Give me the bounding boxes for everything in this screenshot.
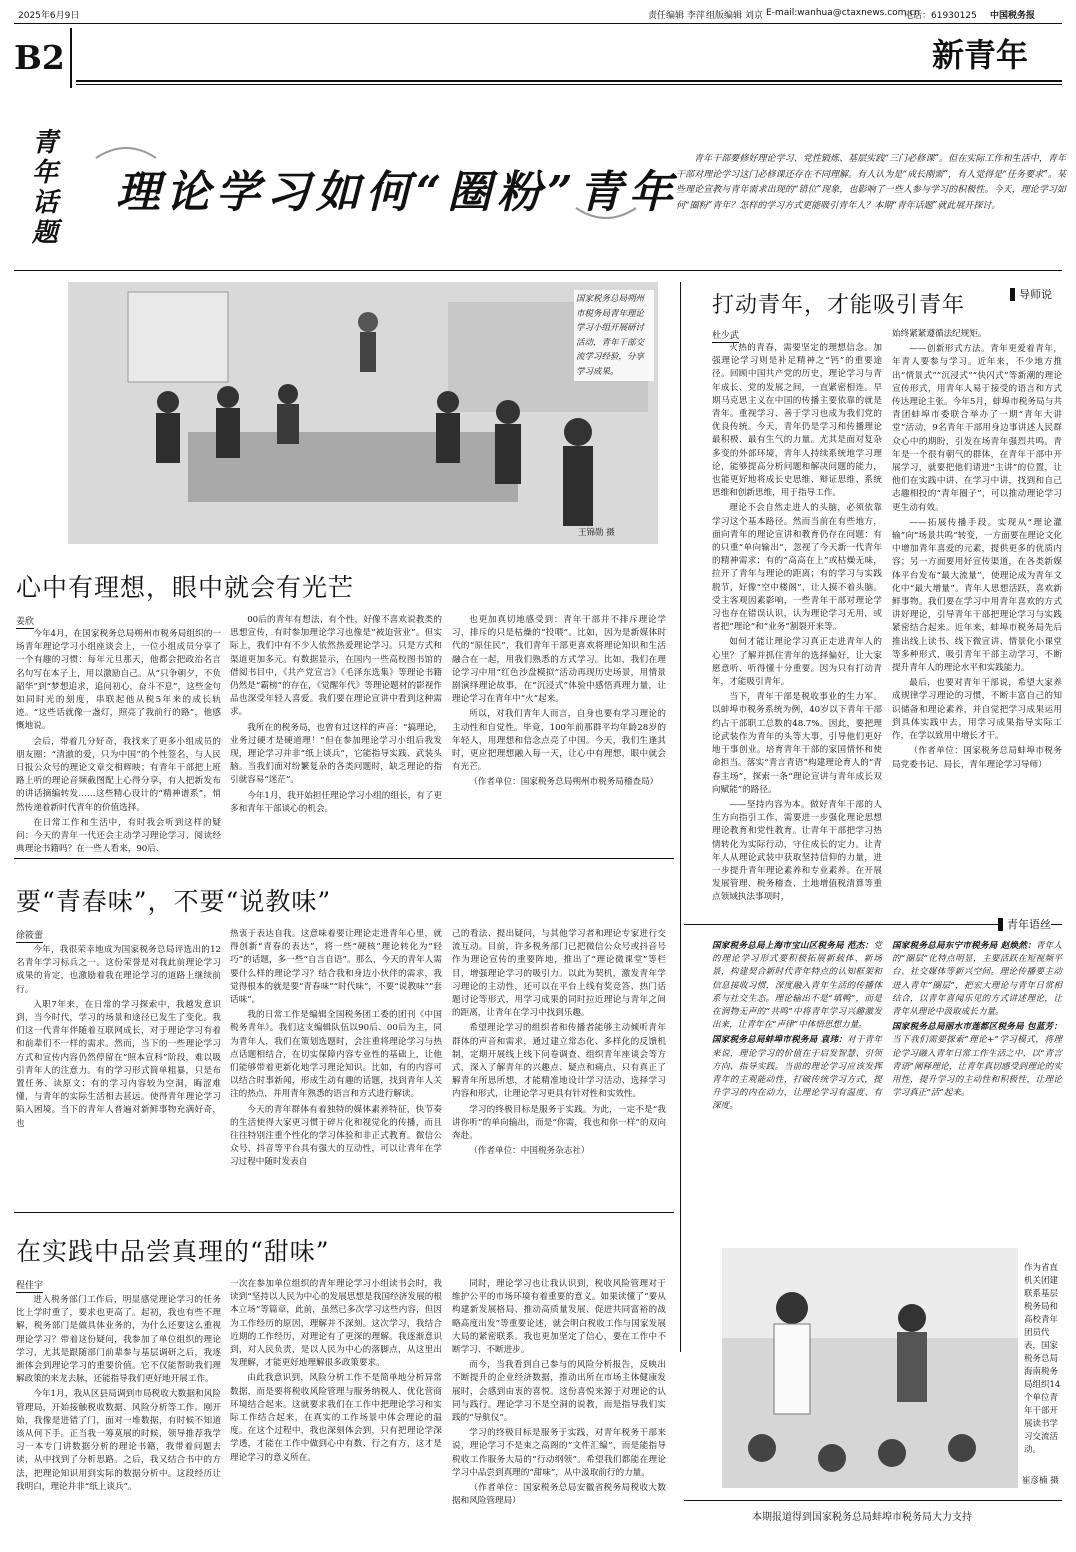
- voice-author: 国家税务总局上海市宝山区税务局 范杰：: [712, 941, 874, 951]
- page-number-box: [14, 28, 72, 88]
- photo2-caption: 作为省直机关团建联系基层税务局和高校青年团员代表，国家税务总局海南税务局组织14个单位青年干部开展读书学习交流活动。: [1024, 1263, 1061, 1455]
- article3-col2: 一次在参加单位组织的青年理论学习小组读书会时，我读到“坚持以人民为中心的发展思想是我国经济发展的根本立场”等篇章，此前，虽然已多次学习这些内容，但因为工作经历的原因，理解并不深刻。这次学习，我结合近期的工作经历，对理论有了更深的理解。我逐渐意识到，对人民负责，是以人民为中心的落脚点，从这里出发理解，才能更好地理解很多政策要求。 由此我意识到，风险分析工作不是简单地分析异常数据，而是要将税收风险管理与服务纳税人、优化营商环境结合起来。这就要求我们在工作中把理论学习和实际工作结合起来，在真实的工作场景中体会理论的温度。在这个过程中，我也深刻体会到，只有把理论学深学透，才能在工作中做到心中有数、行之有方，这才是理论学习的意义所在。: [230, 1279, 442, 1463]
- editor-credit: 责任编辑 李萍: [648, 11, 705, 21]
- voices-col1: 国家税务总局上海市宝山区税务局 范杰：党的理论学习形式要积极拓展新载体、新场景，构建契合新时代青年特点的认知框架和信息接收习惯，深度融入青年生活的传播体系与社交生态。理论输出不是“填鸭”，而是在润物无声的“共鸣”中将青年学习兴趣激发出来，让青年在“声律”中体悟思想力量。 国家税务总局蚌埠市税务局 袁玮：对于青年来说，理论学习的价值在于启发智慧、引领方向、指导实践。当前的理论学习应该发挥青年的主观能动性，打破传统学习方式，提升学习的内在动力，让理论学习有温度、有深度。: [712, 941, 882, 1112]
- newspaper-name: 中国税务报: [990, 11, 1036, 21]
- article1-col3: 也更加真切地感受到：青年干部并不排斥理论学习，排斥的只是枯燥的“投喂”。比如，因为是新媒体时代的“原住民”，我们青年干部更喜欢将理论知识和生活融合在一起，用我们熟悉的方式学习。比如，我们在理论学习中用“红色沙盘模拟”活动再现历史场景，用情景剧演绎理论故事，在“沉浸式”体验中感悟真理力量，让理论学习在青年中“火”起来。 所以，对我们青年人而言，自身也要有学习理论的主动性和自觉性。毕竟，100年前那群平均年龄28岁的年轻人，用理想和信念点亮了中国。今天，我们生逢其时，更应把理想融入每一天，让心中有理想，眼中就会有光芒。 （作者单位：国家税务总局朔州市税务局稽查局）: [452, 615, 666, 788]
- voices-tag: 青年语丝: [998, 918, 1051, 931]
- banner-intro: 青年干部要修好理论学习、党性锻炼、基层实践“三门必修课”。但在实际工作和生活中，青年干部对理论学习这门必修课还存在不同理解。有人认为是“成长刚需”，有人觉得是“任务要求”。某些理论宣教与青年需求出现的“错位”现象，也影响了一些人参与学习的积极性。今天，理论学习如何“圈粉”青年？怎样的学习方式更能吸引青年人？本期“青年话题”就此展开探讨。: [676, 154, 1066, 211]
- section-title: 新青年: [932, 36, 1029, 74]
- column-badge: 青年话题: [32, 128, 59, 248]
- guide-tag: 导师说: [1010, 288, 1052, 301]
- article3-col3: 同时，理论学习也让我认识到，税收风险管理对于维护公平的市场环境有着重要的意义。如果读懂了“要从构建新发展格局、推动高质量发展、促进共同富裕的战略高度出发”等重要论述，就会明白税收工作与国家发展大局的紧密联系。我也更加坚定了信心，要在工作中不断学习、不断进步。 而今，当我看到自己参与的风险分析报告，反映出不断提升的企业经济数据，推动出所在市场主体健康发展时，会感到由衷的喜悦。这份喜悦来源于对理论的认同与践行。理论学习不是空洞的说教，而是指导我们实践的“导航仪”。 学习的终极目标是服务于实践，对青年税务干部来说，理论学习不是束之高阁的“文件汇编”，而是能指导税收工作服务大局的“行动纲领”。希望我们都能在理论学习中品尝到真理的“甜味”，从中汲取前行的力量。 （作者单位：国家税务总局安徽省税务局税收大数据和风险管理局）: [452, 1279, 666, 1507]
- banner-title-box: [86, 128, 679, 240]
- banner-title: 理论学习如何“圈粉”青年: [116, 167, 679, 218]
- page-number: B2: [14, 38, 65, 77]
- designer-credit: 组版编辑 刘京: [706, 11, 763, 21]
- photo2-credit: 崔彦楠 摄: [1022, 1476, 1059, 1486]
- article2-byline: 徐筱蕾: [16, 928, 43, 943]
- article1-byline: 姜欣: [16, 614, 34, 629]
- contact-email: E-mail:wanhua@ctaxnews.com.cn: [766, 8, 920, 18]
- reading-exchange-photo: [722, 1248, 1018, 1488]
- article3-col1: 进入税务部门工作后，明显感觉理论学习的任务比上学时重了，要求也更高了。起初，我也有些不理解，税务部门是做具体业务的，为什么还要这么重视理论学习？带着这份疑问，我参加了单位组织的理论学习，尤其是跟随部门前辈参与基层调研之后，我逐渐体会到理论学习的重要价值。它不仅能帮助我们理解政策的来龙去脉，还能指导我们更好地开展工作。 今年1月，我从区县局调到市局税收大数据和风险管理局，开始接触税收数据、风险分析等工作。刚开始，我像是进错了门，面对一堆数据，有时候不知道该从何下手。正当我一筹莫展的时候，领导推荐我学习一本专门讲数据分析的理论书籍，我带着问题去读，从中找到了分析思路。之后，我又结合书中的方法，把理论知识用到实际的数据分析中。这段经历让我明白，理论并非“纸上谈兵”。: [16, 1295, 221, 1492]
- article3-headline: 在实践中品尝真理的“甜味”: [16, 1237, 330, 1266]
- guide-col1: 火热的青春，需要坚定的理想信念。加强理论学习则是补足精神之“钙”的重要途径。回顾中国共产党的历史，理论学习与青年成长、党的发展之间，一直紧密相连。早期马克思主义在中国的传播主要依靠的就是青年。重视学习、善于学习也成为我们党的优良传统。今天，青年仍是学习和传播理论最积极、最有生气的力量。尤其是面对复杂多变的外部环境，青年人持续系统地学习理论，能够提高分析问题和解决问题的能力，也能更好地将成长史思维、辩证思维、系统思维和创新思维，用于指导工作。 理论不会自然走进人的头脑，必须依靠学习这个基本路径。然而当前在有些地方，面向青年的理论宣讲和教育仍存在问题：有的只重“单向输出”，忽视了今天新一代青年的精神需求；有的“高高在上”或枯燥无味，拉开了青年与理论的距离；有的学习与实践脱节，好像“空中楼阁”，让人摸不着头脑。受主客观因素影响，一些青年干部对理论学习也存在错误认识，认为理论学习无用，或者把“理论”和“业务”割裂开来等。 如何才能让理论学习真正走进青年人的心里？了解并抓住青年的选择偏好，让大家愿意听、听得懂十分重要。因为只有打动青年，才能吸引青年。 当下，青年干部是税收事业的生力军。以蚌埠市税务系统为例，40岁以下青年干部约占干部职工总数的48.7%。因此，要把理论武装作为青年的头等大事，引导他们更好地干事创业。培育青年干部的家国情怀和使命担当。落实“青言青语”构建理论育人的“青春主场”，探索一条“理论宣讲与青年成长双向赋能”的路径。 ——坚持内容为本。做好青年干部的人生方向指引工作，需要进一步强化理论思想理论教育和党性教育。让青年干部把学习热情转化为实际行动，守住成长的定力。让青年人从理论武装中获取坚持信仰的力量，进一步提升青年理论素养和专业素养。在开展发展管理、税务稽查、土地增值税清算等重点领域执法事项时，: [712, 343, 882, 903]
- article1-headline: 心中有理想，眼中就会有光芒: [16, 573, 355, 602]
- voice-author: 国家税务总局丽水市莲都区税务局 包蓝芳：: [892, 1022, 1062, 1033]
- voice-author: 国家税务总局东宁市税务局 赵焕然：: [892, 941, 1036, 951]
- article1-col1: 今年4月，在国家税务总局朔州市税务局组织的一场青年理论学习小组座谈会上，一位小组成员分享了一个有趣的习惯：每年元旦那天，他都会把政治名言名句写在本子上，用以激励自己。从“只争朝夕，不负韶华”到“梦想追求，追问初心，奋斗不息”，这些金句如同时光的刻度，串联起他从税5年来的成长轨迹。“这些话就像一盏灯，照亮了我前行的路”，他感慨地说。 会后，带着几分好奇，我找来了更多小组成员的朋友圈：“清澈的爱，只为中国”的个性签名，与人民日报公众号的理论文章交相辉映；有青年干部把上班路上听的理论音频截图配上心得分享，有人把新发布的讲话摘编转发……这些精心设计的“精神谱系”，悄然传递着新时代青年的价值选择。 在日常工作和生活中，有时我会听到这样的疑问：今天的青年一代还会主动学习理论学习、阅读经典理论书籍吗？在一些人看来，90后、: [16, 629, 221, 855]
- article2-col1: 今年，我很荣幸地成为国家税务总局评选出的12名青年学习标兵之一。这份荣誉是对我此前理论学习成果的肯定，也激励着我在理论学习的道路上继续前行。 入职7年来，在日常的学习探索中，我越发意识到，当今时代，学习的场景和途径已发生了变化。我们这一代青年伴随着互联网成长，对于理论学习有着和前辈们不一样的需求。然而，当下的一些理论学习方式和宣传内容仍然停留在“照本宣科”阶段，难以吸引青年人的注意力。有的学习形式简单粗暴，只是布置任务、读原文；有的学习内容较为空洞，晦涩难懂，与青年的实际生活相去甚远。使得青年理论学习陷入困境。当下的青年人普遍对新鲜事物充满好奇，也: [16, 945, 221, 1129]
- photo-scene: [68, 282, 658, 544]
- guide-byline: 杜少武: [712, 328, 739, 343]
- guide-col2: 始终紧紧遵循法纪规矩。 ——创新形式方法。青年更爱着青年，年青人要参与学习。近年来，不少地方推出“情景式”“沉浸式”“快闪式”等新潮的理论宣传形式，用青年人易于接受的语言和方式传达理论主张。今年5月，蚌埠市税务局与共青团蚌埠市委联合举办了一期“青年大讲堂”活动，9名青年干部用身边事讲述人民群众心中的期盼，引发在场青年强烈共鸣。青年是一个很有朝气的群体，在青年干部中开展学习，就要把他们请进“主讲”的位置，让他们在实践中讲、在学习中讲，找到和自己志趣相投的“青年圈子”，可以推动理论学习更生动有效。 ——拓展传播手段。实现从“理论灌输”向“场景共鸣”转变，一方面要在理论文化中增加青年喜爱的元素，提供更多的优质内容；另一方面要用好宣传渠道，在各类新媒体平台发布“最大流量”，使理论成为青年文化中“最大增量”。青年人思想活跃，喜欢新鲜事物。我们要在学习中用青年喜欢的方式讲好理论，引导青年干部把理论学习与实践紧密结合起来。近年来，蚌埠市税务局先后推出线上读书、线下微宣讲、情景化小课堂等多种形式，吸引青年干部主动学习，不断提升青年人的理论水平和实践能力。 最后，也要对青年干部说，希望大家养成规律学习理论的习惯，不断丰富自己的知识储备和理论素养，并自觉把学习成果运用到具体实践中去，用学习成果指导实际工作，在学以致用中增长才干。 （作者单位：国家税务总局蚌埠市税务局党委书记、局长，青年理论学习导师）: [892, 329, 1062, 770]
- guide-headline: 打动青年，才能吸引青年: [712, 293, 966, 318]
- article2-col2: 热衷于表达自我。这意味着要让理论走进青年心里，就得创新“青春的表达”，将一些“硬核”理论转化为“轻巧”的话题，多一些“自言自语”。那么，今天的青年人需要什么样的理论学习？结合我和身边小伙伴的需求，我觉得根本的就是要“青春味”“时代味”，不要“说教味”“套话味”。 我的日常工作是编辑全国税务团工委的团刊《中国税务青年》。我们这支编辑队伍以90后、00后为主，同为青年人，我们在策划选题时，会注重将理论学习与热点话题相结合，在切实保障内容专业性的基础上，让他们能够带着更新化地学习理论知识。比如，有的内容可以结合时事新闻，形成生动有趣的话题，找到青年人关注的热点，并用青年熟悉的语言和方式进行解读。 今天的青年群体有着独特的媒体素养特征，快节奏的生活使得大家更习惯于碎片化和视觉化的传播，而且往往特别注重个性化的学习体验和非正式教育。微信公众号、抖音等平台具有强大的互动性，可以让青年在学习过程中随时发表自: [230, 929, 442, 1168]
- article3-byline: 程佳宇: [16, 1278, 43, 1293]
- issue-date: 2025年6月9日: [18, 11, 80, 21]
- article1-col2: 00后的青年有想法、有个性，好像不喜欢说教类的思想宣传，有时参加理论学习也像是“被迫营业”。但实际上，我们中有不少人依然热爱理论学习。只是方式和渠道更加多元。有数据显示，在国内一些高校图书馆的借阅书目中，《共产党宣言》《毛泽东选集》等理论书籍仍然是“霸榜”的存在，《觉醒年代》等理论题材的影视作品也深受年轻人喜爱。我们要在理论宣讲中看到这种需求。 我所在的税务局，也曾有过这样的声音：“搞理论，业务过硬才是硬道理！”但在参加理论学习小组后我发现，理论学习并非“纸上谈兵”，它能指导实践、武装头脑。当我们面对纷繁复杂的各类问题时，缺乏理论的指引就容易“迷茫”。 今年1月，我开始担任理论学习小组的组长，有了更多和青年干部谈心的机会。: [230, 615, 442, 814]
- photo1-credit: 王锦勋 摄: [578, 528, 615, 538]
- article2-col3: 己的看法、提出疑问，与其他学习者和理论专家进行交流互动。目前，许多税务部门已把微信公众号或抖音号作为理论宣传的重要阵地，推出了“理论微课堂”等栏目，增强理论学习的吸引力。以此为契机，激发青年学习理论的主动性，还可以在平台上线有奖竞答、热门话题讨论等形式，用学习成果的同时拉近理论与青年之间的距离，让青年在学习中找到乐趣。 希望理论学习的组织者和传播者能够主动倾听青年群体的声音和需求，通过建立常态化、多样化的反馈机制，定期开展线上线下问卷调查、组织青年座谈会等方式，深入了解青年的兴趣点、疑点和痛点，只有真正了解青年所思所想，才能精准地设计学习活动、选择学习内容和形式，让理论学习更具有针对性和实效性。 学习的终极目标是服务于实践。为此，一定不是“我讲你听”的单向输出，而是“你需，我也和你一样”的双向奔赴。 （作者单位：中国税务杂志社）: [452, 929, 666, 1157]
- voice-author: 国家税务总局蚌埠市税务局 袁玮：: [712, 1035, 848, 1046]
- photo1-caption: 国家税务总局朔州市税务局青年理论学习小组开展研讨活动，青年干部交流学习经验，分享学习成果。: [574, 290, 654, 381]
- contact-phone: 电话：61930125: [904, 11, 977, 21]
- group-study-photo: [68, 282, 658, 544]
- voices-col2: 国家税务总局东宁市税务局 赵焕然：青年人的“圈层”化特点明显，主要活跃在短视频平台、社交媒体等新兴空间。理论传播要主动进入青年“圈层”，把宏大理论与青年日常相结合，以青年喜闻乐见的方式讲述理论，让青年从理论中汲取成长力量。 国家税务总局丽水市莲都区税务局 包蓝芳：当下我们需要探索“理论+”学习模式，将理论学习融入青年日常工作生活之中，以“青言青语”阐释理论，让青年真切感受到理论的实用性，提升学习的主动性和积极性，让理论学习真正“活”起来。: [892, 941, 1062, 1099]
- photo2-scene: [722, 1248, 1018, 1488]
- sponsor-note: 本期报道得到国家税务总局蚌埠市税务局大力支持: [752, 1512, 972, 1523]
- article2-headline: 要“青春味”，不要“说教味”: [16, 887, 332, 916]
